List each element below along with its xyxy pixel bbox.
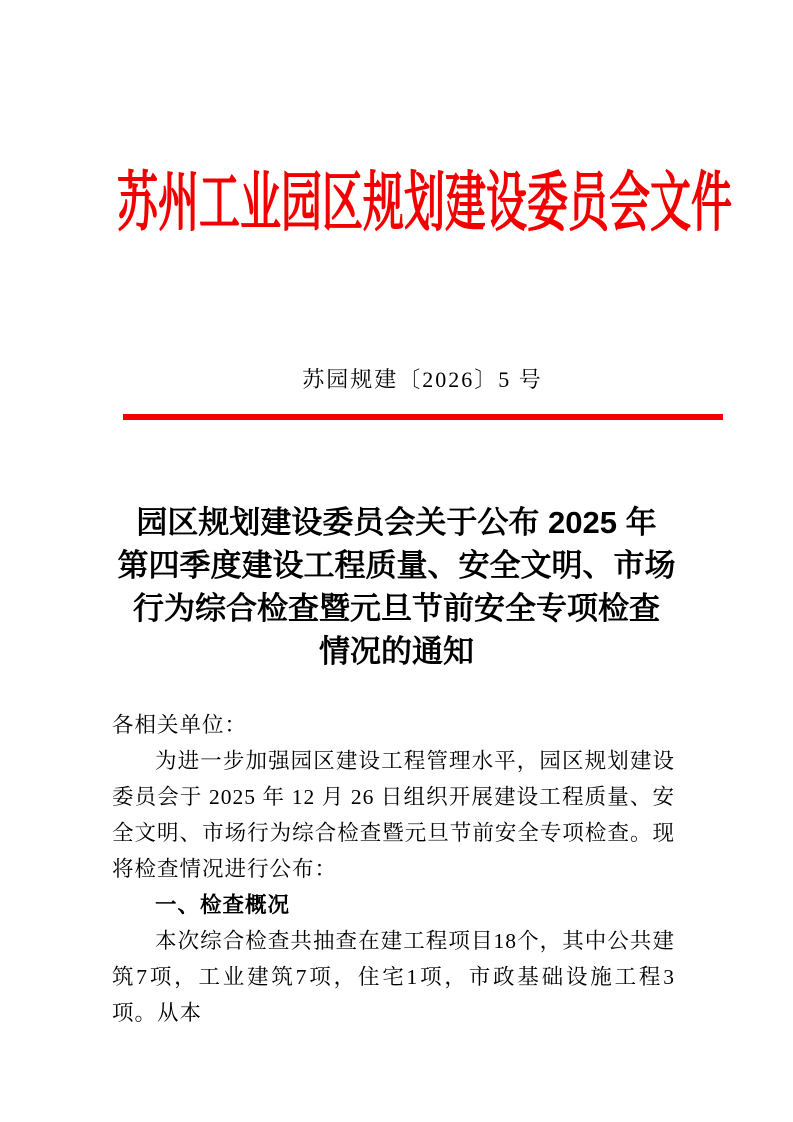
doc-reference-number: 苏园规建〔2026〕5 号 xyxy=(302,367,543,392)
document-title-line-4: 情况的通知 xyxy=(319,634,474,669)
red-divider-line xyxy=(123,414,723,420)
document-title-line-2: 第四季度建设工程质量、安全文明、市场 xyxy=(117,548,676,583)
paragraph-introduction: 为进一步加强园区建设工程管理水平，园区规划建设委员会于 2025 年 12 月 26 日组织开展建设工程质量、安全文明、市场行为综合检查暨元旦节前安全专项检查。现将检查情况进行公布： xyxy=(112,749,675,881)
document-body xyxy=(112,707,675,1031)
salutation: 各相关单位： xyxy=(112,713,248,737)
red-header-org-title: 苏州工业园区规划建设委员会文件 xyxy=(117,166,732,239)
document-title-line-1: 园区规划建设委员会关于公布 2025 年 xyxy=(136,505,657,540)
document-title-line-3: 行为综合检查暨元旦节前安全专项检查 xyxy=(133,591,660,626)
paragraph-inspection-stats: 本次综合检查共抽查在建工程项目18个，其中公共建筑7项，工业建筑7项，住宅1项，市政基础设施工程3项。从本 xyxy=(112,929,675,1025)
document-title xyxy=(0,501,793,673)
section-heading-overview: 一、检查概况 xyxy=(155,893,291,917)
